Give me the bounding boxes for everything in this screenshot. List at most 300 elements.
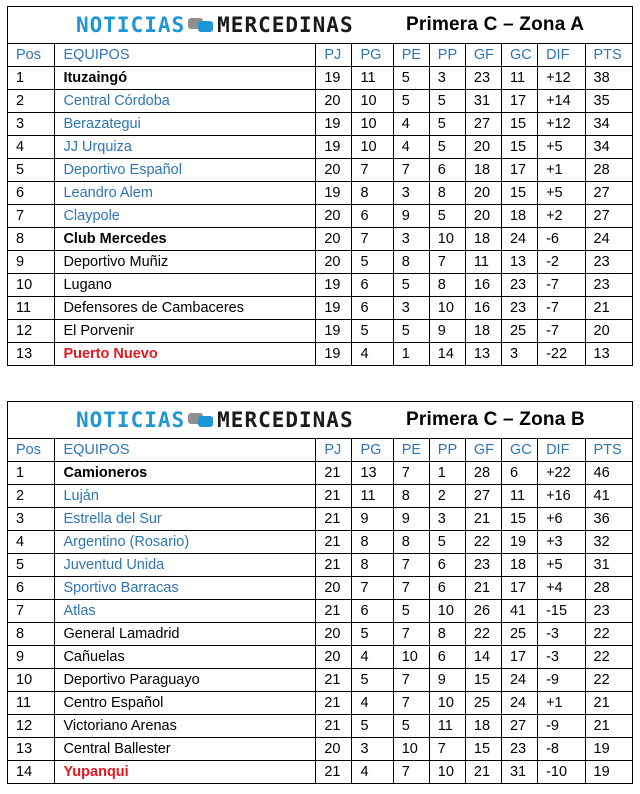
col-pg-cell: 3	[352, 738, 393, 761]
table-row	[8, 531, 633, 554]
speech-bubbles-icon	[188, 410, 214, 430]
col-pos-cell: 6	[8, 182, 55, 205]
col-pp-cell: 3	[429, 508, 465, 531]
col-pj-cell: 21	[316, 669, 352, 692]
header-col-gf: GF	[465, 44, 501, 67]
col-pe-cell: 9	[393, 205, 429, 228]
team-name-cell: General Lamadrid	[55, 623, 316, 646]
col-dif-cell: +12	[538, 113, 585, 136]
col-pg-cell: 11	[352, 67, 393, 90]
col-pj-cell: 21	[316, 554, 352, 577]
col-gf-cell: 21	[465, 508, 501, 531]
col-pg-cell: 4	[352, 692, 393, 715]
header-col-pts: PTS	[585, 439, 632, 462]
col-gf-cell: 20	[465, 136, 501, 159]
col-pg-cell: 4	[352, 343, 393, 366]
col-pos-cell: 3	[8, 508, 55, 531]
col-pos-cell: 1	[8, 67, 55, 90]
col-pe-cell: 7	[393, 623, 429, 646]
col-gc-cell: 11	[501, 67, 537, 90]
col-gf-cell: 15	[465, 738, 501, 761]
col-pts-cell: 23	[585, 600, 632, 623]
team-name-cell: Deportivo Español	[55, 159, 316, 182]
table-header-row	[8, 44, 633, 67]
col-gf-cell: 27	[465, 113, 501, 136]
col-dif-cell: -22	[538, 343, 585, 366]
col-pp-cell: 8	[429, 182, 465, 205]
col-pts-cell: 35	[585, 90, 632, 113]
col-dif-cell: -10	[538, 761, 585, 784]
col-gf-cell: 20	[465, 182, 501, 205]
col-gc-cell: 17	[501, 159, 537, 182]
col-dif-cell: -2	[538, 251, 585, 274]
col-pos-cell: 8	[8, 623, 55, 646]
table-row	[8, 274, 633, 297]
col-gc-cell: 23	[501, 297, 537, 320]
col-dif-cell: +12	[538, 67, 585, 90]
col-pts-cell: 21	[585, 715, 632, 738]
team-name-cell: Leandro Alem	[55, 182, 316, 205]
col-gf-cell: 18	[465, 715, 501, 738]
col-pj-cell: 20	[316, 623, 352, 646]
col-pg-cell: 8	[352, 182, 393, 205]
col-dif-cell: -6	[538, 228, 585, 251]
header-col-pj: PJ	[316, 439, 352, 462]
col-pos-cell: 4	[8, 136, 55, 159]
col-pg-cell: 9	[352, 508, 393, 531]
col-gf-cell: 18	[465, 159, 501, 182]
col-pp-cell: 6	[429, 577, 465, 600]
team-name-cell: Yupanqui	[55, 761, 316, 784]
table-row	[8, 182, 633, 205]
col-pts-cell: 24	[585, 228, 632, 251]
header-col-pts: PTS	[585, 44, 632, 67]
header-col-pg: PG	[352, 439, 393, 462]
team-name-cell: Berazategui	[55, 113, 316, 136]
col-pj-cell: 19	[316, 113, 352, 136]
col-gf-cell: 22	[465, 531, 501, 554]
col-pj-cell: 20	[316, 251, 352, 274]
col-pj-cell: 19	[316, 182, 352, 205]
speech-bubbles-icon	[188, 15, 214, 35]
col-pg-cell: 8	[352, 554, 393, 577]
col-gc-cell: 17	[501, 646, 537, 669]
table-row	[8, 715, 633, 738]
col-pe-cell: 3	[393, 182, 429, 205]
col-pos-cell: 9	[8, 251, 55, 274]
col-pe-cell: 3	[393, 228, 429, 251]
col-dif-cell: +3	[538, 531, 585, 554]
col-pos-cell: 3	[8, 113, 55, 136]
col-pp-cell: 10	[429, 600, 465, 623]
col-gc-cell: 18	[501, 554, 537, 577]
col-pg-cell: 10	[352, 113, 393, 136]
col-pts-cell: 36	[585, 508, 632, 531]
col-pos-cell: 5	[8, 554, 55, 577]
table-row	[8, 297, 633, 320]
col-pe-cell: 3	[393, 297, 429, 320]
col-pe-cell: 5	[393, 320, 429, 343]
col-pp-cell: 2	[429, 485, 465, 508]
col-pg-cell: 6	[352, 600, 393, 623]
standings-panel-zona-a	[7, 6, 633, 366]
col-gc-cell: 6	[501, 462, 537, 485]
table-body	[8, 462, 633, 784]
col-pj-cell: 19	[316, 343, 352, 366]
col-dif-cell: -7	[538, 274, 585, 297]
col-pe-cell: 8	[393, 485, 429, 508]
col-gc-cell: 24	[501, 669, 537, 692]
col-pos-cell: 14	[8, 761, 55, 784]
brand-logo	[76, 12, 354, 38]
col-gf-cell: 18	[465, 320, 501, 343]
col-gc-cell: 41	[501, 600, 537, 623]
col-pg-cell: 10	[352, 90, 393, 113]
table-row	[8, 623, 633, 646]
team-name-cell: Lugano	[55, 274, 316, 297]
col-pg-cell: 4	[352, 646, 393, 669]
col-pe-cell: 7	[393, 692, 429, 715]
col-pp-cell: 8	[429, 623, 465, 646]
col-pts-cell: 28	[585, 577, 632, 600]
col-dif-cell: +5	[538, 182, 585, 205]
col-gc-cell: 15	[501, 182, 537, 205]
col-pj-cell: 19	[316, 274, 352, 297]
col-pts-cell: 13	[585, 343, 632, 366]
col-pj-cell: 19	[316, 136, 352, 159]
table-row	[8, 136, 633, 159]
table-header-row	[8, 439, 633, 462]
table-row	[8, 600, 633, 623]
col-pos-cell: 9	[8, 646, 55, 669]
col-pe-cell: 10	[393, 738, 429, 761]
col-gf-cell: 18	[465, 228, 501, 251]
col-pe-cell: 7	[393, 554, 429, 577]
col-pg-cell: 5	[352, 251, 393, 274]
col-pp-cell: 5	[429, 90, 465, 113]
col-gf-cell: 27	[465, 485, 501, 508]
col-pos-cell: 12	[8, 320, 55, 343]
col-dif-cell: +4	[538, 577, 585, 600]
brand-logo	[76, 407, 354, 433]
table-row	[8, 508, 633, 531]
header-col-equipos: EQUIPOS	[55, 44, 316, 67]
col-pj-cell: 20	[316, 159, 352, 182]
table-row	[8, 251, 633, 274]
team-name-cell: Centro Español	[55, 692, 316, 715]
table-row	[8, 554, 633, 577]
col-pts-cell: 20	[585, 320, 632, 343]
col-pos-cell: 6	[8, 577, 55, 600]
col-pe-cell: 4	[393, 113, 429, 136]
brand-word-noticias: NOTICIAS	[76, 13, 186, 37]
col-pe-cell: 5	[393, 67, 429, 90]
col-pp-cell: 8	[429, 274, 465, 297]
col-gf-cell: 28	[465, 462, 501, 485]
col-pp-cell: 10	[429, 297, 465, 320]
col-pts-cell: 34	[585, 113, 632, 136]
col-pg-cell: 7	[352, 577, 393, 600]
col-pp-cell: 7	[429, 738, 465, 761]
col-gf-cell: 21	[465, 761, 501, 784]
col-gc-cell: 31	[501, 761, 537, 784]
col-pp-cell: 9	[429, 669, 465, 692]
col-pos-cell: 13	[8, 343, 55, 366]
col-pos-cell: 11	[8, 297, 55, 320]
col-pe-cell: 5	[393, 715, 429, 738]
col-gf-cell: 11	[465, 251, 501, 274]
col-pos-cell: 2	[8, 485, 55, 508]
col-pos-cell: 11	[8, 692, 55, 715]
col-gc-cell: 17	[501, 90, 537, 113]
team-name-cell: Camioneros	[55, 462, 316, 485]
col-pts-cell: 34	[585, 136, 632, 159]
header-col-dif: DIF	[538, 44, 585, 67]
col-pts-cell: 19	[585, 761, 632, 784]
col-pe-cell: 7	[393, 577, 429, 600]
col-pos-cell: 4	[8, 531, 55, 554]
col-pos-cell: 7	[8, 600, 55, 623]
col-pos-cell: 13	[8, 738, 55, 761]
col-pts-cell: 32	[585, 531, 632, 554]
col-dif-cell: +1	[538, 692, 585, 715]
col-pj-cell: 19	[316, 297, 352, 320]
col-pg-cell: 10	[352, 136, 393, 159]
table-row	[8, 669, 633, 692]
team-name-cell: Deportivo Paraguayo	[55, 669, 316, 692]
col-pos-cell: 1	[8, 462, 55, 485]
col-pg-cell: 5	[352, 669, 393, 692]
brand-word-mercedinas: MERCEDINAS	[217, 13, 354, 37]
col-pos-cell: 5	[8, 159, 55, 182]
header-col-pe: PE	[393, 44, 429, 67]
team-name-cell: Defensores de Cambaceres	[55, 297, 316, 320]
col-dif-cell: +6	[538, 508, 585, 531]
col-dif-cell: +14	[538, 90, 585, 113]
col-pj-cell: 20	[316, 646, 352, 669]
col-dif-cell: -3	[538, 646, 585, 669]
col-pts-cell: 22	[585, 669, 632, 692]
col-pj-cell: 21	[316, 600, 352, 623]
team-name-cell: Atlas	[55, 600, 316, 623]
brand-word-noticias: NOTICIAS	[76, 408, 186, 432]
col-pg-cell: 4	[352, 761, 393, 784]
col-pj-cell: 20	[316, 228, 352, 251]
col-dif-cell: -9	[538, 669, 585, 692]
col-pts-cell: 22	[585, 623, 632, 646]
table-row	[8, 67, 633, 90]
team-name-cell: Victoriano Arenas	[55, 715, 316, 738]
col-gc-cell: 3	[501, 343, 537, 366]
col-dif-cell: -7	[538, 320, 585, 343]
header-col-pp: PP	[429, 44, 465, 67]
col-pe-cell: 5	[393, 90, 429, 113]
col-gf-cell: 23	[465, 67, 501, 90]
header-col-gc: GC	[501, 439, 537, 462]
col-dif-cell: +1	[538, 159, 585, 182]
col-pp-cell: 10	[429, 228, 465, 251]
col-gf-cell: 22	[465, 623, 501, 646]
col-gc-cell: 24	[501, 692, 537, 715]
col-dif-cell: +5	[538, 136, 585, 159]
col-pts-cell: 28	[585, 159, 632, 182]
header-col-pg: PG	[352, 44, 393, 67]
col-pts-cell: 46	[585, 462, 632, 485]
table-row	[8, 646, 633, 669]
table-row	[8, 90, 633, 113]
col-pj-cell: 21	[316, 715, 352, 738]
header-col-pe: PE	[393, 439, 429, 462]
col-pts-cell: 21	[585, 692, 632, 715]
col-pp-cell: 11	[429, 715, 465, 738]
col-pj-cell: 19	[316, 67, 352, 90]
panel-header	[7, 6, 633, 43]
col-dif-cell: +22	[538, 462, 585, 485]
col-gc-cell: 27	[501, 715, 537, 738]
col-pe-cell: 1	[393, 343, 429, 366]
col-gf-cell: 21	[465, 577, 501, 600]
team-name-cell: Puerto Nuevo	[55, 343, 316, 366]
team-name-cell: Central Ballester	[55, 738, 316, 761]
table-row	[8, 159, 633, 182]
col-pp-cell: 7	[429, 251, 465, 274]
col-pts-cell: 41	[585, 485, 632, 508]
col-pj-cell: 21	[316, 761, 352, 784]
col-pg-cell: 5	[352, 715, 393, 738]
col-pg-cell: 6	[352, 205, 393, 228]
col-pts-cell: 19	[585, 738, 632, 761]
header-col-gf: GF	[465, 439, 501, 462]
col-gf-cell: 20	[465, 205, 501, 228]
team-name-cell: Luján	[55, 485, 316, 508]
col-dif-cell: +16	[538, 485, 585, 508]
col-pj-cell: 19	[316, 320, 352, 343]
col-pp-cell: 14	[429, 343, 465, 366]
table-row	[8, 692, 633, 715]
col-pg-cell: 6	[352, 297, 393, 320]
table-row	[8, 228, 633, 251]
col-pe-cell: 4	[393, 136, 429, 159]
team-name-cell: Central Córdoba	[55, 90, 316, 113]
col-gc-cell: 13	[501, 251, 537, 274]
col-gc-cell: 25	[501, 320, 537, 343]
table-row	[8, 577, 633, 600]
col-gc-cell: 17	[501, 577, 537, 600]
col-pe-cell: 5	[393, 600, 429, 623]
col-pp-cell: 10	[429, 761, 465, 784]
col-gf-cell: 23	[465, 554, 501, 577]
col-pp-cell: 5	[429, 136, 465, 159]
header-col-pj: PJ	[316, 44, 352, 67]
standings-table	[7, 43, 633, 366]
col-gc-cell: 18	[501, 205, 537, 228]
col-gc-cell: 15	[501, 113, 537, 136]
col-pg-cell: 5	[352, 320, 393, 343]
team-name-cell: Sportivo Barracas	[55, 577, 316, 600]
table-row	[8, 738, 633, 761]
table-row	[8, 320, 633, 343]
table-row	[8, 343, 633, 366]
col-gf-cell: 16	[465, 274, 501, 297]
table-row	[8, 205, 633, 228]
col-pe-cell: 8	[393, 531, 429, 554]
col-gc-cell: 19	[501, 531, 537, 554]
col-pts-cell: 23	[585, 251, 632, 274]
col-pj-cell: 21	[316, 485, 352, 508]
team-name-cell: Cañuelas	[55, 646, 316, 669]
col-pj-cell: 21	[316, 508, 352, 531]
team-name-cell: Argentino (Rosario)	[55, 531, 316, 554]
table-body	[8, 67, 633, 366]
col-pts-cell: 22	[585, 646, 632, 669]
col-pos-cell: 2	[8, 90, 55, 113]
team-name-cell: Claypole	[55, 205, 316, 228]
col-pp-cell: 5	[429, 531, 465, 554]
col-pe-cell: 10	[393, 646, 429, 669]
col-gc-cell: 15	[501, 136, 537, 159]
col-pg-cell: 5	[352, 623, 393, 646]
col-pj-cell: 20	[316, 738, 352, 761]
team-name-cell: Juventud Unida	[55, 554, 316, 577]
header-col-dif: DIF	[538, 439, 585, 462]
table-row	[8, 485, 633, 508]
table-row	[8, 462, 633, 485]
col-gf-cell: 16	[465, 297, 501, 320]
team-name-cell: Club Mercedes	[55, 228, 316, 251]
col-pj-cell: 20	[316, 577, 352, 600]
team-name-cell: Deportivo Muñiz	[55, 251, 316, 274]
col-pp-cell: 6	[429, 646, 465, 669]
col-pos-cell: 10	[8, 669, 55, 692]
col-pp-cell: 6	[429, 554, 465, 577]
col-pe-cell: 7	[393, 761, 429, 784]
col-pg-cell: 11	[352, 485, 393, 508]
col-pg-cell: 7	[352, 228, 393, 251]
col-dif-cell: +2	[538, 205, 585, 228]
col-dif-cell: -3	[538, 623, 585, 646]
col-pos-cell: 12	[8, 715, 55, 738]
col-pg-cell: 6	[352, 274, 393, 297]
zone-title: Primera C – Zona A	[406, 14, 585, 35]
panel-header	[7, 401, 633, 438]
col-pj-cell: 20	[316, 205, 352, 228]
col-gc-cell: 15	[501, 508, 537, 531]
col-pj-cell: 21	[316, 531, 352, 554]
col-gf-cell: 25	[465, 692, 501, 715]
col-pts-cell: 21	[585, 297, 632, 320]
col-gf-cell: 26	[465, 600, 501, 623]
col-gc-cell: 23	[501, 274, 537, 297]
col-pe-cell: 7	[393, 669, 429, 692]
header-col-pos: Pos	[8, 439, 55, 462]
col-gc-cell: 25	[501, 623, 537, 646]
col-pj-cell: 20	[316, 90, 352, 113]
col-pe-cell: 5	[393, 274, 429, 297]
col-pg-cell: 8	[352, 531, 393, 554]
col-pos-cell: 8	[8, 228, 55, 251]
col-pe-cell: 9	[393, 508, 429, 531]
col-gc-cell: 23	[501, 738, 537, 761]
col-gc-cell: 11	[501, 485, 537, 508]
standings-panel-zona-b	[7, 401, 633, 784]
col-pts-cell: 38	[585, 67, 632, 90]
col-dif-cell: -7	[538, 297, 585, 320]
col-gf-cell: 15	[465, 669, 501, 692]
brand-word-mercedinas: MERCEDINAS	[217, 408, 354, 432]
col-pts-cell: 27	[585, 182, 632, 205]
team-name-cell: Estrella del Sur	[55, 508, 316, 531]
standings-table	[7, 438, 633, 784]
